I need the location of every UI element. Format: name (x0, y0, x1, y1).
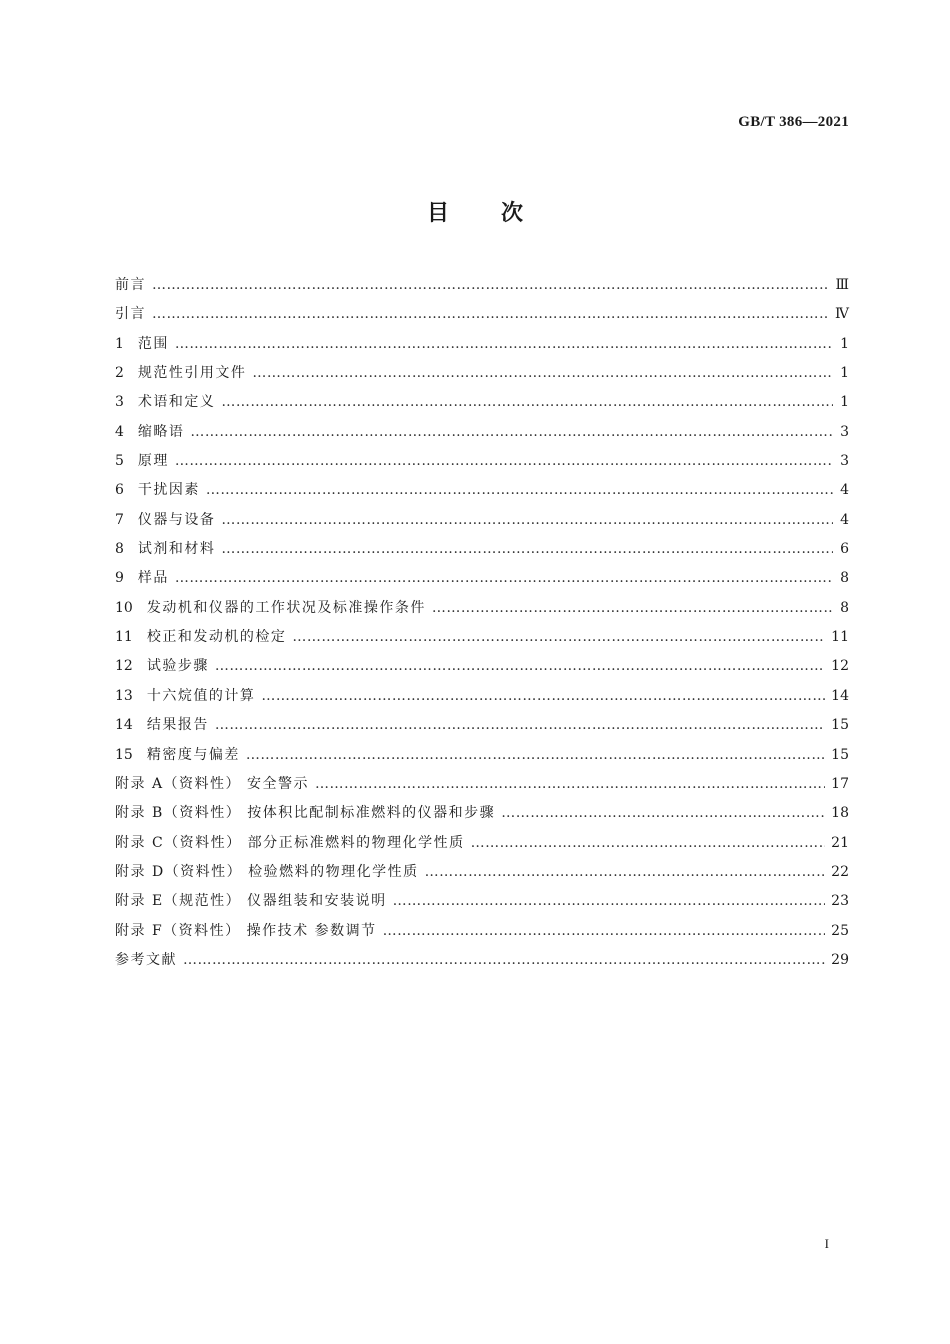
toc-entry-label (115, 564, 169, 593)
toc-entry-page: 3 (840, 453, 849, 470)
standard-code: GB/T 386—2021 (738, 114, 849, 130)
toc-entry-number: 5 (115, 453, 124, 470)
page-title: 目次 (426, 201, 575, 226)
toc-entry-page: 15 (831, 717, 849, 734)
toc-entry-number: 10 (115, 599, 133, 616)
toc-entry-number: 12 (115, 658, 133, 675)
toc-entry-text: 附录 D（资料性） 检验燃料的物理化学性质 (115, 863, 419, 880)
toc-entry[interactable] (115, 418, 849, 447)
toc-entry-page: 3 (840, 423, 849, 440)
toc-entry[interactable] (115, 300, 849, 329)
toc-entry-text: 范围 (137, 335, 169, 352)
toc-entry-label (115, 506, 215, 535)
toc-entry-page: 1 (840, 365, 849, 382)
toc-entry-label (115, 359, 246, 388)
toc-dot-leader (221, 388, 833, 417)
toc-entry-page: 18 (831, 805, 849, 822)
toc-entry-text: 缩略语 (137, 423, 185, 440)
toc-entry[interactable] (115, 623, 849, 652)
page-number: I (824, 1236, 829, 1251)
toc-entry-label (115, 594, 426, 623)
toc-entry-page: Ⅳ (835, 306, 849, 323)
toc-dot-leader (383, 917, 826, 946)
toc-entry-label (115, 682, 255, 711)
toc-entry-text: 干扰因素 (137, 482, 200, 499)
toc-entry-text: 参考文献 (115, 951, 177, 968)
toc-entry-text: 术语和定义 (137, 394, 216, 411)
toc-entry-label (115, 799, 495, 828)
toc-entry[interactable] (115, 652, 849, 681)
toc-entry-number: 14 (115, 717, 133, 734)
toc-entry-page: 14 (831, 687, 849, 704)
toc-entry-label (115, 535, 215, 564)
toc-entry-page: 11 (831, 629, 849, 646)
toc-entry-label (115, 623, 286, 652)
toc-entry-label (115, 388, 215, 417)
toc-dot-leader (261, 682, 825, 711)
toc-entry-label (115, 741, 240, 770)
toc-entry-page: 4 (840, 511, 849, 528)
toc-entry[interactable] (115, 506, 849, 535)
toc-entry-text: 前言 (115, 277, 146, 293)
toc-entry[interactable] (115, 447, 849, 476)
toc-entry-label (115, 946, 177, 975)
toc-dot-leader (175, 330, 833, 359)
toc-entry-page: 1 (840, 394, 849, 411)
toc-entry-number: 13 (115, 687, 133, 704)
toc-entry[interactable] (115, 799, 849, 828)
toc-dot-leader (501, 799, 825, 828)
toc-entry-page: 23 (831, 893, 849, 910)
toc-entry-page: 4 (840, 482, 849, 499)
toc-entry-text: 试验步骤 (146, 658, 209, 675)
toc-entry-text: 仪器与设备 (137, 511, 216, 528)
toc-entry-label (115, 271, 146, 300)
toc-entry-page: 22 (831, 863, 849, 880)
toc-entry-page: 29 (831, 951, 849, 968)
toc-dot-leader (221, 535, 833, 564)
toc-entry-page: 17 (831, 775, 849, 792)
toc-dot-leader (425, 858, 826, 887)
toc-entry[interactable] (115, 682, 849, 711)
toc-entry-number: 7 (115, 511, 124, 528)
toc-entry-number: 11 (115, 629, 133, 646)
toc-entry[interactable] (115, 476, 849, 505)
toc-dot-leader (432, 594, 833, 623)
toc-entry-label (115, 770, 309, 799)
toc-entry-label (115, 418, 184, 447)
toc-entry-label (115, 711, 209, 740)
toc-entry-text: 原理 (137, 453, 169, 470)
toc-entry-text: 结果报告 (146, 717, 209, 734)
toc-entry-label (115, 476, 200, 505)
toc-dot-leader (215, 711, 825, 740)
toc-entry-page: 1 (840, 335, 849, 352)
toc-entry-number: 3 (115, 394, 124, 411)
toc-entry-text: 附录 B（资料性） 按体积比配制标准燃料的仪器和步骤 (115, 805, 496, 822)
toc-entry-text: 附录 F（资料性） 操作技术 参数调节 (115, 922, 377, 939)
toc-entry-label (115, 300, 146, 329)
toc-entry[interactable] (115, 594, 849, 623)
toc-dot-leader (221, 506, 833, 535)
toc-entry[interactable] (115, 271, 849, 300)
toc-entry[interactable] (115, 330, 849, 359)
toc-entry[interactable] (115, 887, 849, 916)
toc-entry-number: 1 (115, 335, 124, 352)
toc-entry-label (115, 829, 465, 858)
toc-entry-text: 附录 A（资料性） 安全警示 (115, 775, 310, 792)
toc-entry-text: 十六烷值的计算 (146, 687, 256, 704)
toc-entry-text: 样品 (137, 570, 169, 587)
toc-entry-page: 12 (831, 658, 849, 675)
toc-entry-page: 8 (840, 570, 849, 587)
toc-dot-leader (215, 652, 825, 681)
toc-entry[interactable] (115, 711, 849, 740)
toc-entry-label (115, 330, 169, 359)
toc-entry[interactable] (115, 858, 849, 887)
toc-entry-label (115, 917, 377, 946)
toc-entry-number: 9 (115, 570, 124, 587)
toc-entry-page: 8 (840, 599, 849, 616)
toc-dot-leader (152, 300, 829, 329)
toc-entry-page: 21 (831, 834, 849, 851)
toc-entry[interactable] (115, 741, 849, 770)
toc-entry-text: 精密度与偏差 (146, 746, 240, 763)
toc-entry[interactable] (115, 770, 849, 799)
toc-entry-number: 6 (115, 482, 124, 499)
toc-entry[interactable] (115, 829, 849, 858)
toc-entry-text: 附录 C（资料性） 部分正标准燃料的物理化学性质 (115, 834, 465, 851)
toc-entry-page: 25 (831, 922, 849, 939)
toc-entry-text: 规范性引用文件 (137, 365, 247, 382)
toc-dot-leader (183, 946, 825, 975)
toc-entry[interactable] (115, 388, 849, 417)
toc-entry-text: 附录 E（规范性） 仪器组装和安装说明 (115, 893, 387, 910)
toc-entry-number: 15 (115, 746, 133, 763)
toc-entry-text: 引言 (115, 306, 146, 323)
toc-entry-page: 6 (840, 541, 849, 558)
toc-dot-leader (471, 829, 826, 858)
toc-dot-leader (393, 887, 826, 916)
toc-entry-label (115, 887, 387, 916)
toc-entry-page: 15 (831, 746, 849, 763)
toc-entry-number: 2 (115, 365, 124, 382)
toc-entry-text: 校正和发动机的检定 (146, 629, 287, 646)
toc-entry[interactable] (115, 917, 849, 946)
toc-dot-leader (252, 359, 833, 388)
toc-entry[interactable] (115, 946, 849, 975)
toc-entry-text: 发动机和仪器的工作状况及标准操作条件 (146, 599, 426, 616)
toc-dot-leader (246, 741, 825, 770)
toc-dot-leader (206, 476, 833, 505)
toc-entry-number: 8 (115, 541, 124, 558)
toc-entry-number: 4 (115, 423, 124, 440)
toc-entry[interactable] (115, 359, 849, 388)
toc-dot-leader (190, 418, 833, 447)
toc-entry-label (115, 858, 419, 887)
table-of-contents (115, 271, 849, 975)
toc-entry-page: Ⅲ (835, 277, 849, 293)
toc-entry-label (115, 447, 169, 476)
toc-entry[interactable] (115, 564, 849, 593)
toc-entry[interactable] (115, 535, 849, 564)
toc-dot-leader (152, 271, 829, 300)
toc-dot-leader (292, 623, 825, 652)
toc-entry-label (115, 652, 209, 681)
toc-entry-text: 试剂和材料 (137, 541, 216, 558)
toc-dot-leader (175, 447, 833, 476)
toc-dot-leader (175, 564, 833, 593)
toc-dot-leader (315, 770, 825, 799)
